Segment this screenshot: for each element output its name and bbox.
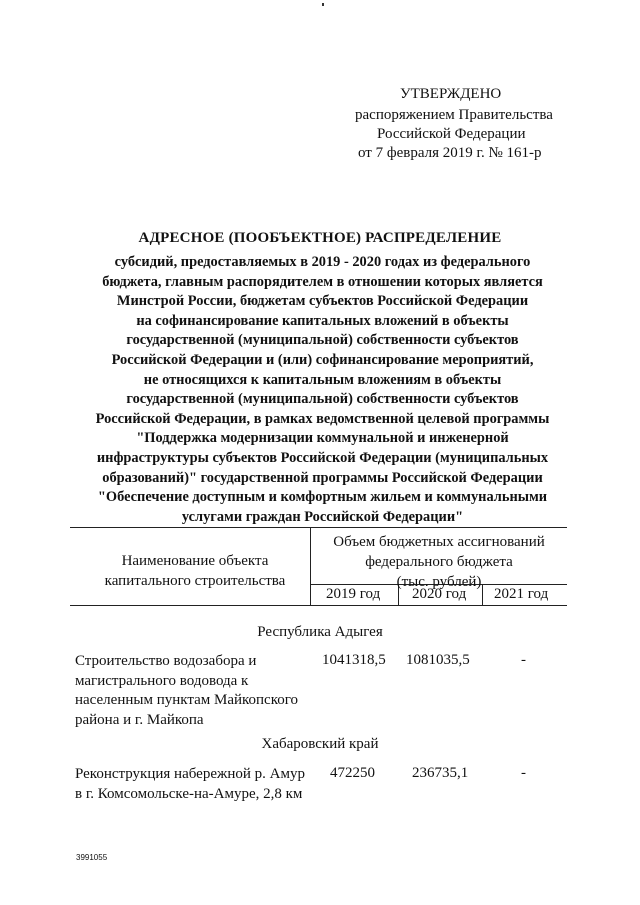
subtitle-line: бюджета, главным распорядителем в отношении которых является <box>102 273 543 290</box>
subtitle-line: Минстрой России, бюджетам субъектов Российской Федерации <box>116 293 529 310</box>
page-mark <box>322 3 324 6</box>
value-2021: - <box>521 652 526 668</box>
subtitle-line: государственной (муниципальной) собственности субъектов <box>126 391 519 408</box>
subtitle-line: инфраструктуры субъектов Российской Федерации (муниципальных <box>96 449 549 466</box>
table-top-rule <box>70 527 567 528</box>
region-heading: Хабаровский край <box>261 736 379 752</box>
approval-title: УТВЕРЖДЕНО <box>400 86 502 102</box>
header-text: федерального бюджета <box>365 554 513 570</box>
subtitle-line: образований)" государственной программы Российской Федерации <box>102 469 543 486</box>
document-code: 3991055 <box>76 853 108 862</box>
subtitle-line: Российской Федерации, в рамках ведомственной целевой программы <box>95 410 550 427</box>
subtitle-line: государственной (муниципальной) собственности субъектов <box>126 332 519 349</box>
year-header-2020: 2020 год <box>412 586 467 602</box>
value-2020: 236735,1 <box>412 765 469 781</box>
subtitle-line: субсидий, предоставляемых в 2019 - 2020 годах из федерального <box>114 254 531 270</box>
value-2021: - <box>521 765 526 781</box>
approval-line-1: распоряжением Правительства <box>355 107 553 123</box>
document-subtitle <box>60 253 585 527</box>
header-text: (тыс. рублей) <box>396 574 482 590</box>
object-name-line: Строительство водозабора и <box>75 653 257 669</box>
subtitle-line: не относящихся к капитальным вложениям в объекты <box>143 371 502 388</box>
object-name-line: населенным пунктам Майкопского <box>75 692 299 709</box>
volume-column-header <box>310 532 568 592</box>
value-2019: 472250 <box>330 765 375 781</box>
object-name-line: магистрального водовода к <box>75 672 249 689</box>
subtitle-line: услугами граждан Российской Федерации" <box>181 508 464 525</box>
header-text: Объем бюджетных ассигнований <box>333 534 545 550</box>
object-name-line: в г. Комсомольске-на-Амуре, 2,8 км <box>75 785 303 802</box>
approval-line-3: от 7 февраля 2019 г. № 161-р <box>358 145 542 161</box>
header-text: капитального строительства <box>104 573 286 589</box>
approval-line-2: Российской Федерации <box>377 126 526 142</box>
subtitle-line: "Обеспечение доступным и комфортным жильем и коммунальными <box>97 489 548 506</box>
subtitle-line: на софинансирование капитальных вложений в объекты <box>136 312 509 329</box>
year-header-2019: 2019 год <box>326 586 381 602</box>
value-2020: 1081035,5 <box>406 652 470 668</box>
object-name-line: Реконструкция набережной р. Амур <box>75 766 305 782</box>
header-text: Наименование объекта <box>121 553 269 569</box>
name-column-header <box>70 551 320 591</box>
object-name-line: района и г. Майкопа <box>75 711 204 728</box>
subtitle-line: Российской Федерации и (или) софинансирование мероприятий, <box>111 351 534 368</box>
table-header-bottom-rule <box>70 605 567 606</box>
value-2019: 1041318,5 <box>322 652 386 668</box>
object-name <box>75 652 315 730</box>
region-heading: Республика Адыгея <box>257 624 383 640</box>
subtitle-line: "Поддержка модернизации коммунальной и инженерной <box>136 430 509 447</box>
document-title: АДРЕСНОЕ (ПООБЪЕКТНОЕ) РАСПРЕДЕЛЕНИЕ <box>138 230 502 246</box>
year-header-2021: 2021 год <box>494 586 549 602</box>
object-name <box>75 765 315 804</box>
